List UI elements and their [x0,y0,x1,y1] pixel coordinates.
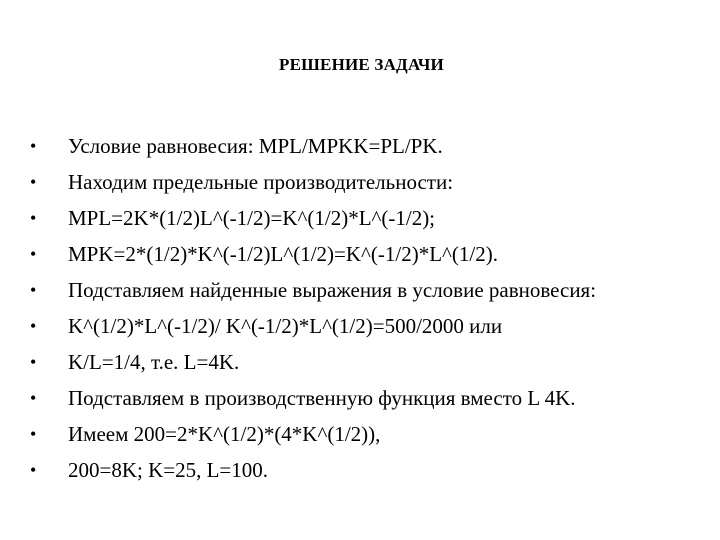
bullet-item [30,128,700,164]
bullet-text: MPL=2K*(1/2)L^(-1/2)=K^(1/2)*L^(-1/2); [68,206,436,230]
bullet-text: Подставляем в производственную функция вместо L 4K. [68,386,576,410]
bullet-icon: • [30,424,37,444]
bullet-icon: • [30,352,37,372]
bullet-item [30,164,700,200]
bullet-text: K/L=1/4, т.е. L=4K. [68,350,240,374]
slide-title [0,55,720,75]
bullet-icon: • [30,460,37,480]
bullet-item [30,236,700,272]
bullet-icon: • [30,280,37,300]
bullet-item [30,416,700,452]
slide-title-text: РЕШЕНИЕ ЗАДАЧИ [279,55,444,74]
bullet-icon: • [30,388,37,408]
bullet-item [30,272,700,308]
bullet-text: Условие равновесия: MPL/MPKK=PL/PK. [68,134,443,158]
bullet-item [30,380,700,416]
bullet-icon: • [30,136,37,156]
bullet-icon: • [30,316,37,336]
bullet-item [30,308,700,344]
bullet-item [30,200,700,236]
bullet-item [30,452,700,488]
bullet-icon: • [30,172,37,192]
bullet-list [30,128,700,488]
bullet-text: 200=8K; K=25, L=100. [68,458,269,482]
bullet-text: K^(1/2)*L^(-1/2)/ K^(-1/2)*L^(1/2)=500/2000 или [68,314,503,338]
bullet-text: Подставляем найденные выражения в условие равновесия: [68,278,597,302]
bullet-icon: • [30,208,37,228]
bullet-text: Находим предельные производительности: [68,170,454,194]
bullet-text: Имеем 200=2*K^(1/2)*(4*K^(1/2)), [68,422,381,446]
bullet-item [30,344,700,380]
bullet-icon: • [30,244,37,264]
bullet-text: MPK=2*(1/2)*K^(-1/2)L^(1/2)=K^(-1/2)*L^(1/2). [68,242,498,266]
